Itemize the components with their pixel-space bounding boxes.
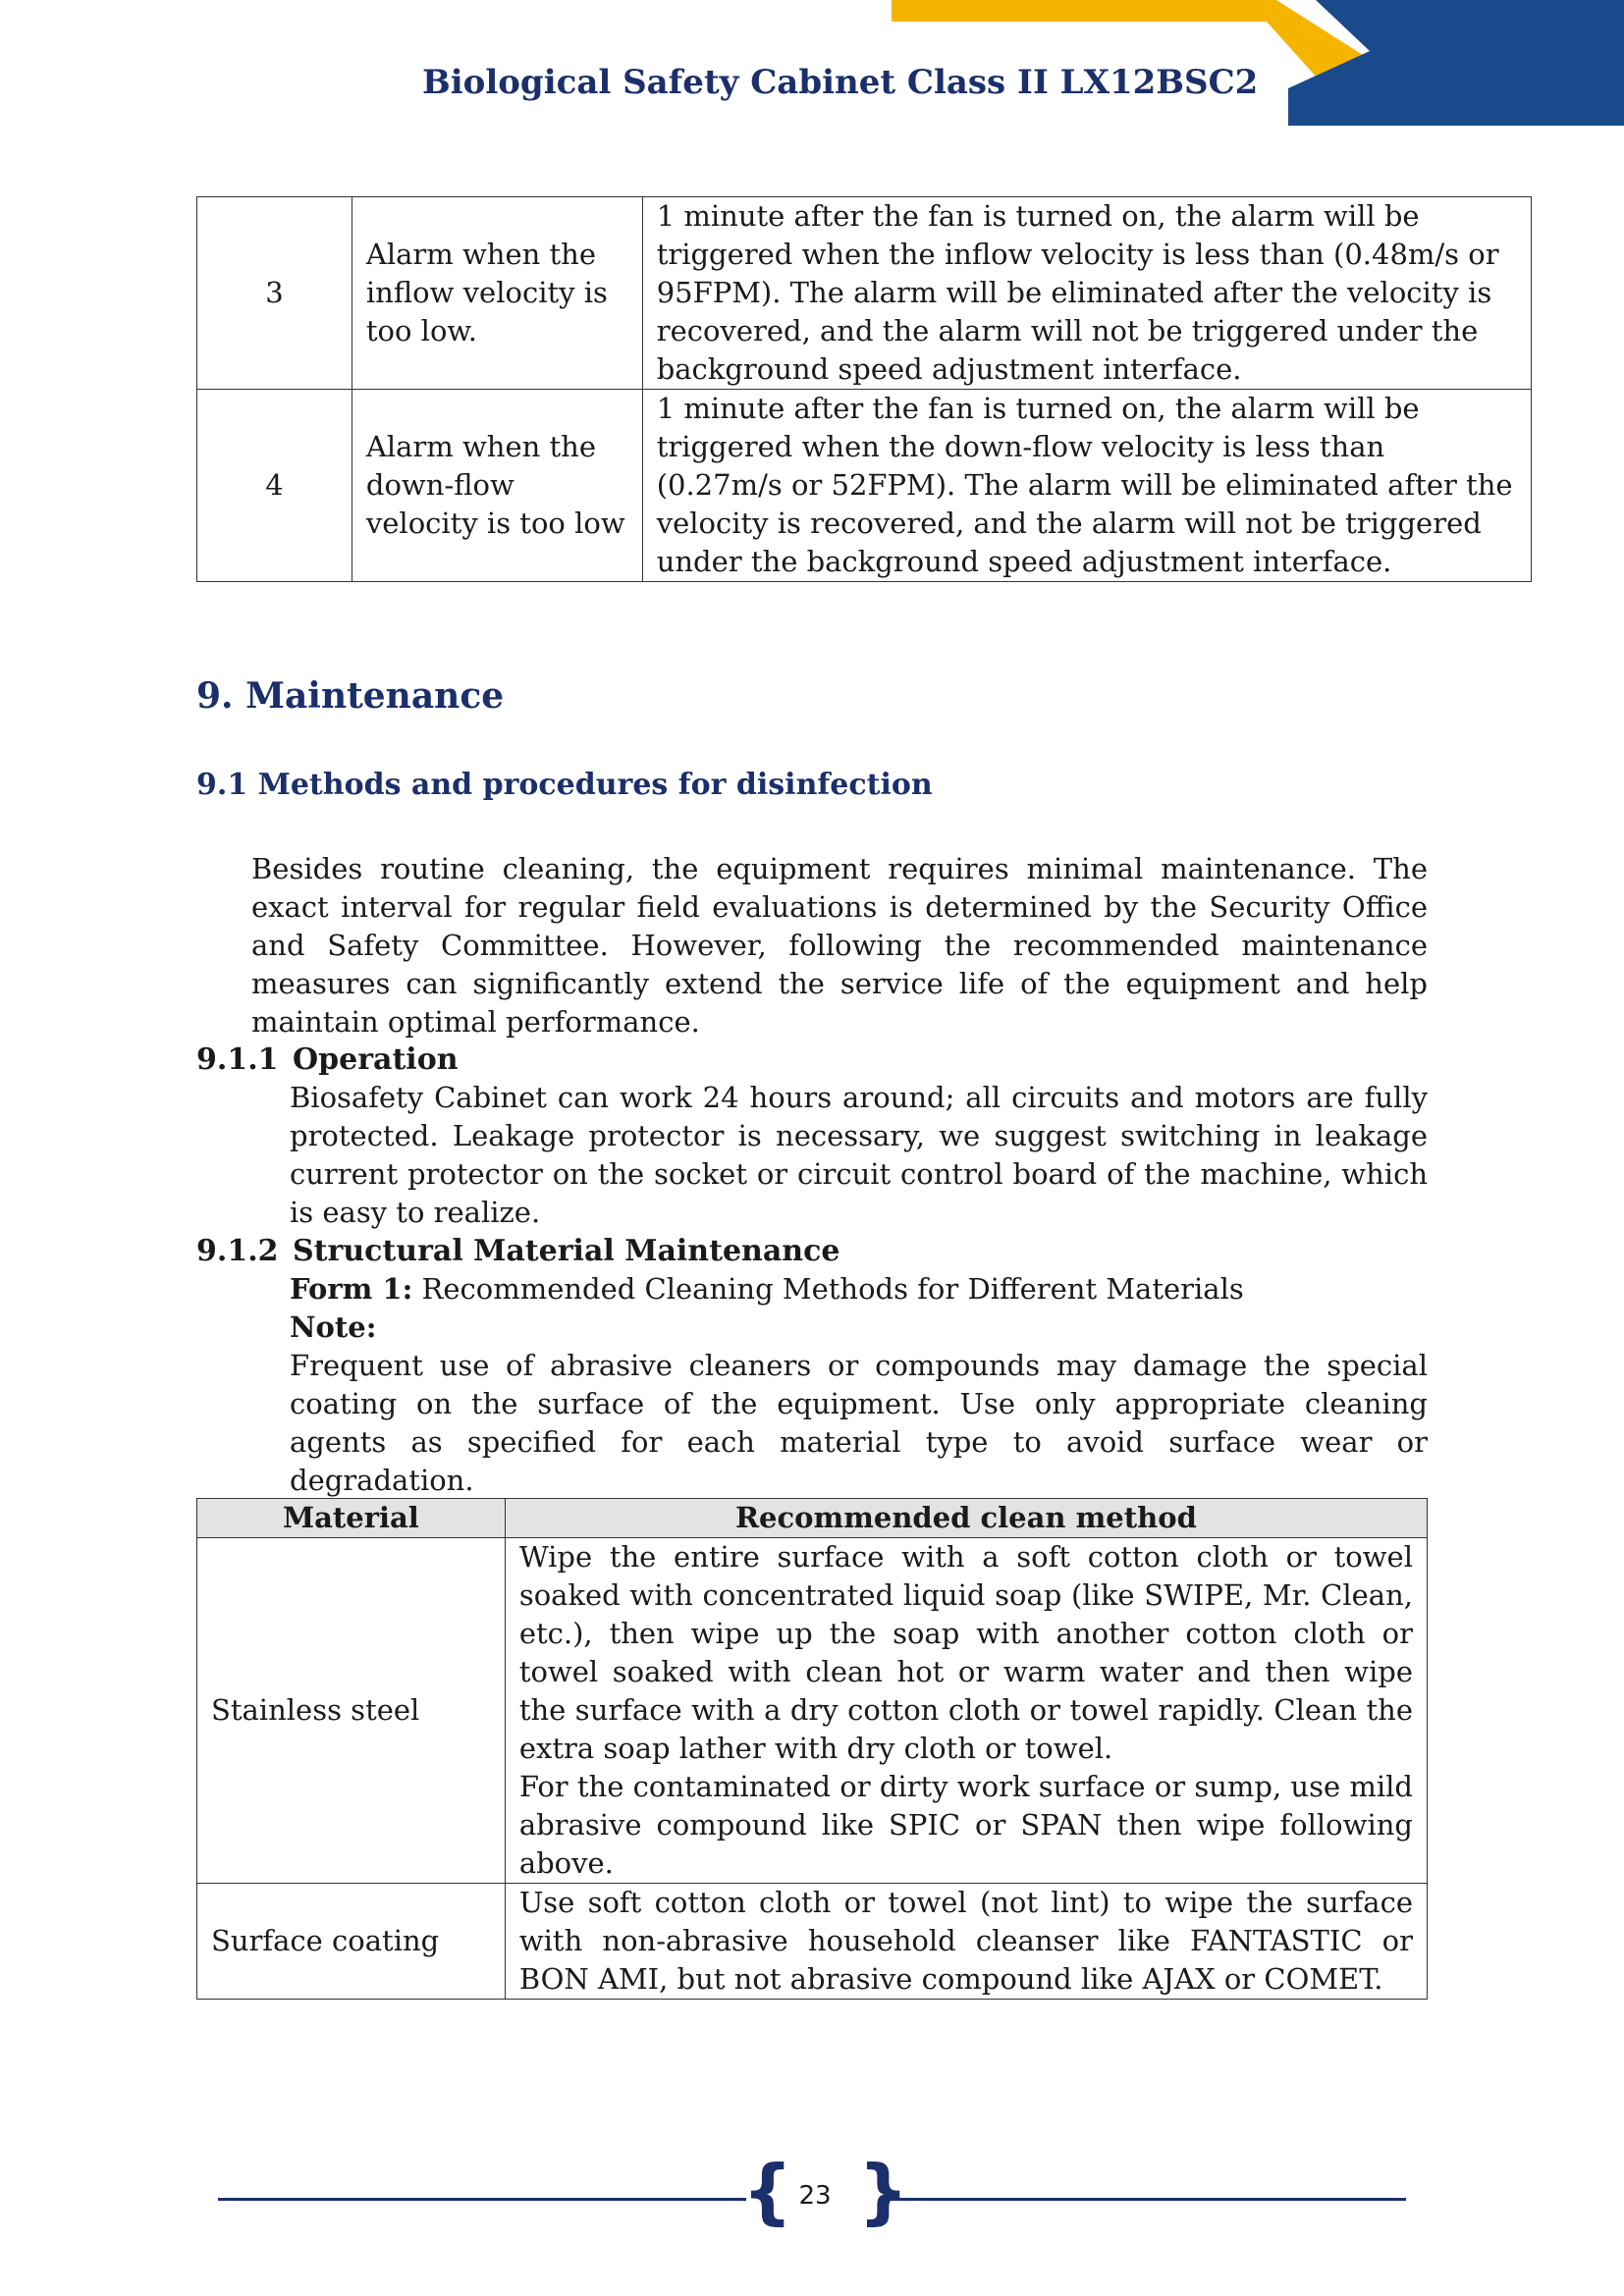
- right-brace-icon: }: [858, 2150, 909, 2232]
- page-number: 23: [798, 2181, 832, 2211]
- alarm-name: Alarm when the inflow velocity is too low.: [352, 197, 642, 390]
- note-paragraph: Frequent use of abrasive cleaners or compounds may damage the special coating on the surface of the equipment. Use only appropriate cleaning agents as specified for each material type to avoid surface wear or degradation.: [290, 1349, 1428, 1497]
- table-row: [197, 1538, 1428, 1884]
- clean-method: [505, 1538, 1427, 1884]
- footer-line-right: [882, 2198, 1406, 2201]
- intro-paragraph: Besides routine cleaning, the equipment requires minimal maintenance. The exact interval for regular field evaluations is determined by the Security Office and Safety Committee. However, following the recommended maintenance measures can significantly extend the service life of the equipment and help maintain optimal performance.: [251, 852, 1428, 1039]
- heading-title: Structural Material Maintenance: [293, 1234, 840, 1268]
- table-header-row: [197, 1499, 1428, 1538]
- material-name: Stainless steel: [197, 1538, 506, 1884]
- heading-number: 9.1.1: [196, 1042, 279, 1077]
- alarm-table: [196, 196, 1532, 582]
- heading-number: 9.1.2: [196, 1234, 279, 1268]
- note-label: Note:: [290, 1310, 377, 1344]
- alarm-description: 1 minute after the fan is turned on, the alarm will be triggered when the inflow velocity is less than (0.48m/s or 95FPM). The alarm will be eliminated after the velocity is recovered, and the alarm will not be triggered under the background speed adjustment interface.: [642, 197, 1531, 390]
- alarm-number: 4: [197, 390, 352, 582]
- operation-paragraph: Biosafety Cabinet can work 24 hours around; all circuits and motors are fully protected. Leakage protector is necessary, we suggest switching in leakage current protector on the socket or circuit control board of the machine, which is easy to realize.: [290, 1081, 1428, 1229]
- alarm-number: 3: [197, 197, 352, 390]
- header-title: Biological Safety Cabinet Class II LX12BSC2: [422, 63, 1259, 102]
- clean-method-step: For the contaminated or dirty work surface or sump, use mild abrasive compound like SPIC or SPAN then wipe following above.: [518, 1770, 1413, 1880]
- column-header-method: Recommended clean method: [505, 1499, 1427, 1538]
- column-header-material: Material: [197, 1499, 506, 1538]
- table-row: [197, 390, 1532, 582]
- footer-line-left: [218, 2198, 746, 2201]
- subsection-heading: 9.1 Methods and procedures for disinfection: [196, 768, 933, 802]
- subsubsection-heading-material: [196, 1232, 839, 1270]
- form-caption: [290, 1270, 1428, 1308]
- alarm-name: Alarm when the down-flow velocity is too low: [352, 390, 642, 582]
- subsubsection-heading-operation: [196, 1041, 459, 1079]
- table-row: [197, 197, 1532, 390]
- material-name: Surface coating: [197, 1884, 506, 2000]
- heading-title: Operation: [293, 1042, 459, 1077]
- clean-method: [505, 1884, 1427, 2000]
- form-text: Recommended Cleaning Methods for Different Materials: [412, 1272, 1244, 1306]
- left-brace-icon: {: [742, 2150, 793, 2232]
- clean-method-step: Use soft cotton cloth or towel (not lint) to wipe the surface with non-abrasive household cleanser like FANTASTIC or BON AMI, but not abrasive compound like AJAX or COMET.: [518, 1886, 1413, 1996]
- form-label: Form 1:: [290, 1272, 413, 1306]
- material-table: [196, 1498, 1428, 2000]
- alarm-description: 1 minute after the fan is turned on, the alarm will be triggered when the down-flow velocity is less than (0.27m/s or 52FPM). The alarm will be eliminated after the velocity is recovered, and the alarm will not be triggered under the background speed adjustment interface.: [642, 390, 1531, 582]
- section-heading: 9. Maintenance: [196, 675, 505, 717]
- clean-method-step: Wipe the entire surface with a soft cotton cloth or towel soaked with concentrated liquid soap (like SWIPE, Mr. Clean, etc.), then wipe up the soap with another cotton cloth or towel soaked with clean hot or warm water and then wipe the surface with a dry cotton cloth or towel rapidly. Clean the extra soap lather with dry cloth or towel.: [518, 1540, 1413, 1765]
- table-row: [197, 1884, 1428, 2000]
